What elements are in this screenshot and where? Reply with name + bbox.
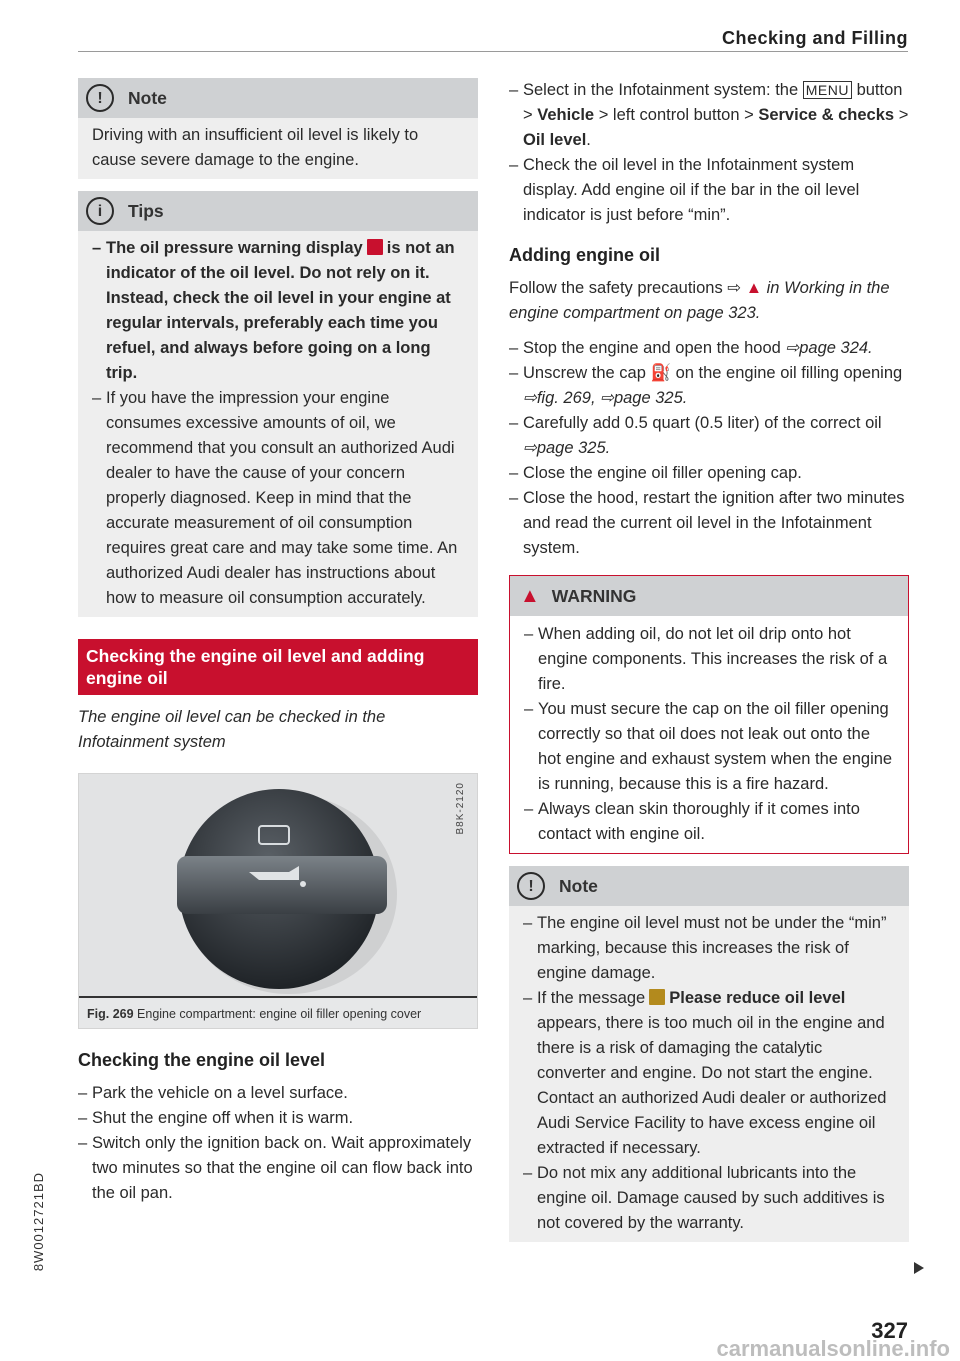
adding-step (509, 361, 909, 411)
menu-path-oil-level: Oil level (523, 131, 587, 149)
warning-item: – Always clean skin thoroughly if it comes into contact with engine oil. (524, 797, 894, 847)
note-body (509, 906, 909, 1242)
note-text: Driving with an insufficient oil level is likely to cause severe damage to the engine. (92, 126, 419, 169)
checking-section (78, 1047, 478, 1206)
note-body (78, 118, 478, 179)
step-text: Close the hood, restart the ignition after two minutes and read the current oil level in the Infotainment system. (523, 489, 905, 557)
info-icon: i (86, 197, 114, 225)
follow-text: Follow the safety precautions ⇨ (509, 279, 742, 297)
adding-step (509, 411, 909, 461)
step-text: > left control button > (598, 106, 754, 124)
menu-path-service: Service & checks (758, 106, 895, 124)
checking-step (509, 78, 909, 153)
continue-arrow-icon (914, 1262, 924, 1274)
follow-ref: in Working in the engine compartment on page 323. (509, 279, 890, 322)
figure-269 (78, 773, 478, 1029)
checking-step: – Shut the engine off when it is warm. (78, 1106, 478, 1131)
note-header (509, 866, 909, 906)
warning-body (510, 616, 908, 853)
adding-step (509, 336, 909, 361)
tips-body (78, 231, 478, 617)
oil-pressure-warning-icon (367, 239, 383, 255)
page-link[interactable]: ⇨page 324. (785, 339, 873, 357)
checking-step: – Park the vehicle on a level surface. (78, 1081, 478, 1106)
oil-filler-cap-illustration (79, 774, 477, 998)
checking-step: – Switch only the ignition back on. Wait approximately two minutes so that the engine oil can flow back into the oil pan. (78, 1131, 478, 1206)
section-title: Checking the engine oil level and adding engine oil (78, 639, 478, 695)
step-text: . (586, 131, 591, 149)
adding-step (509, 461, 909, 486)
note-item (523, 986, 895, 1161)
note-box (78, 78, 478, 179)
oil-level-message-icon (649, 989, 665, 1005)
note-box-2 (509, 866, 909, 1242)
step-text: Unscrew the cap ⛽ on the engine oil filling opening (523, 364, 903, 382)
adding-step (509, 486, 909, 561)
tips-item-text: The oil pressure warning display (106, 239, 363, 257)
figure-caption (79, 998, 477, 1028)
exclamation-icon: ! (86, 84, 114, 112)
note-item: – The engine oil level must not be under the “min” marking, because this increases the risk of engine damage. (523, 911, 895, 986)
checking-title: Checking the engine oil level (78, 1050, 326, 1070)
warning-header (510, 576, 908, 616)
exclamation-icon: ! (517, 872, 545, 900)
warning-triangle-icon: ▲ (745, 279, 763, 297)
follow-precautions (509, 276, 909, 326)
page-link[interactable]: ⇨page 325. (523, 439, 611, 457)
warning-title: WARNING (551, 585, 637, 606)
step-text: Carefully add 0.5 quart (0.5 liter) of the correct oil (523, 414, 882, 432)
step-text: button > (523, 81, 903, 124)
figure-label: Fig. 269 (87, 1007, 134, 1021)
tips-box (78, 191, 478, 617)
note-title: Note (559, 875, 598, 896)
note-title: Note (128, 87, 167, 108)
step-text: > (898, 106, 909, 124)
page-number: 327 (871, 1318, 908, 1343)
menu-key: MENU (803, 81, 852, 99)
watermark: carmanualsonline.info (716, 1336, 950, 1361)
step-text: Close the engine oil filler opening cap. (523, 464, 802, 482)
section-intro: The engine oil level can be checked in the Infotainment system (78, 708, 386, 751)
tips-item: – If you have the impression your engine consumes excessive amounts of oil, we recommend that you consult an authorized Audi dealer to have the cause of your concern properly diagnosed. Keep in mind that the accurate measurement of oil consumption requires great care and may take some time. An authorized Audi dealer has instructions about how to measure oil consumption accurately. (92, 386, 464, 611)
page-link[interactable]: ⇨fig. 269, ⇨page 325. (523, 389, 688, 407)
figure-code: B8K-2120 (455, 782, 466, 835)
tips-header (78, 191, 478, 231)
note-header (78, 78, 478, 118)
checking-step: – Check the oil level in the Infotainment system display. Add engine oil if the bar in the oil level indicator is just before “min”. (509, 153, 909, 228)
step-text: Stop the engine and open the hood (523, 339, 781, 357)
note-item-bold: Please reduce oil level (669, 989, 846, 1007)
note-item-text: If the message (537, 989, 646, 1007)
note-item-text: appears, there is too much oil in the engine and there is a risk of damaging the catalytic converter and engine. Do not start the engine. Contact an authorized Audi dealer or authorized Audi Service Facility to have excess engine oil extracted if necessary. (537, 1014, 887, 1157)
document-code: 8W0012721BD (31, 1172, 46, 1272)
tips-item-text: is not an indicator of the oil level. Do not rely on it. Instead, check the oil level in your engine at regular intervals, preferably each time you refuel, and always before going on a long trip. (106, 239, 455, 382)
tips-item (92, 236, 464, 386)
note-item: – Do not mix any additional lubricants into the engine oil. Damage caused by such additives is not covered by the warranty. (523, 1161, 895, 1236)
warning-box (509, 575, 909, 854)
menu-path-vehicle: Vehicle (537, 106, 595, 124)
right-column (509, 78, 909, 1242)
warning-triangle-icon: ▲ (520, 584, 540, 607)
tips-title: Tips (128, 200, 164, 221)
left-column (78, 78, 478, 1206)
adding-title: Adding engine oil (509, 245, 660, 265)
step-text: Select in the Infotainment system: the (523, 81, 799, 99)
warning-item: – When adding oil, do not let oil drip onto hot engine components. This increases the risk of a fire. (524, 622, 894, 697)
warning-item: – You must secure the cap on the oil filler opening correctly so that oil does not leak out onto the hot engine and exhaust system when the engine is running, because this is a fire hazard. (524, 697, 894, 797)
oil-cap-svg (79, 774, 477, 996)
figure-caption-text: Engine compartment: engine oil filler opening cover (137, 1007, 422, 1021)
header-divider (78, 51, 908, 52)
page-header-title: Checking and Filling (721, 28, 908, 48)
